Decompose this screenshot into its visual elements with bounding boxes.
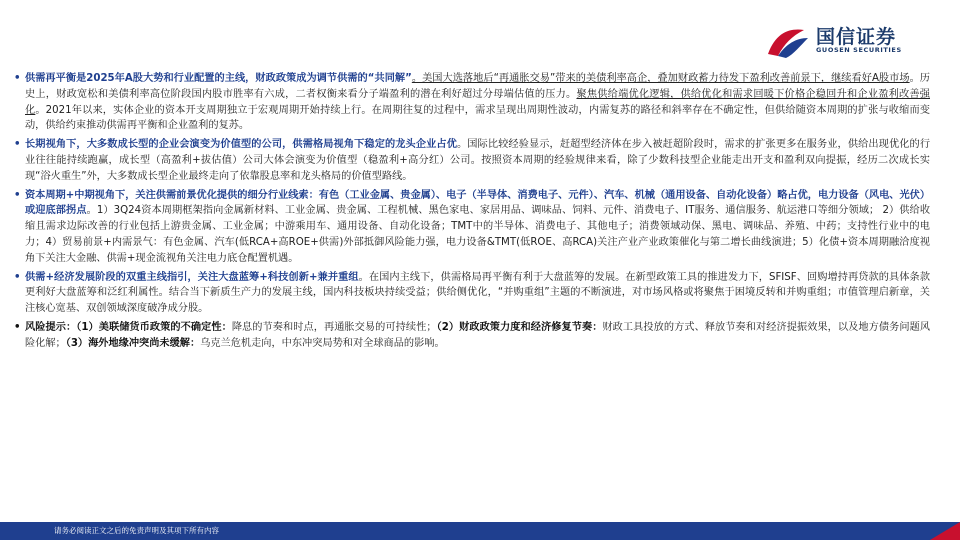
bullet-dual-mainline bbox=[14, 270, 930, 317]
main-content bbox=[14, 71, 930, 355]
bullet-underlined-text: 聚焦供给端优化逻辑，供给优化和需求回暖下价格企稳回升和企业盈利改善强化 bbox=[25, 88, 930, 116]
brand-name-en: GUOSEN SECURITIES bbox=[816, 46, 902, 54]
risk-item-label: （1）美联储货币政策的不确定性： bbox=[76, 321, 232, 333]
bullet-dot: • bbox=[14, 271, 21, 283]
bullet-dot: • bbox=[14, 73, 21, 84]
brand-logo bbox=[764, 18, 914, 62]
bullet-text: 。1）3Q24资本周期框架指向金属新材料、工业金属、贵金属、工程机械、黑色家电、家居用品、调味品、饲料、元件、消费电子、IT服务、通信服务、航运港口等细分领域； 2）供给收缩且需求边际改善的行业包括上游贵金属、工业金属；中游乘用车、通用设备、自动化设备；TMT中的半导体、消费电子、其他电子；消费领域动保、黑电、调味品、养殖、中药；支持性行业中的电力；4）贸易前景+内需景气：有色金属、汽车(低RCA+高ROE+供需)外部抵御风险能力强，电力设备&TMT(低ROE、高RCA)关注产业产业政策催化与第二增长曲线演进；5）化债+资本周期融洽度视角下关注大金融、供需+现金流视角关注电力底仓配置机遇。 bbox=[25, 205, 931, 264]
bullet-text: 。在国内主线下，供需格局再平衡有利于大盘蓝筹的发展。在新型政策工具的推进发力下，SFISF、回购增持再贷款的具体条款更利好大盘蓝筹和泛红利属性。结合当下新质生产力的发展主线，国内科技板块持续受益；供给侧优化，“并购重组”主题的不断演进，对市场风格或将聚焦于困境反转和并购重组；市值管理启新章，关注核心宽基、双创领域深度破净成分股。 bbox=[25, 271, 931, 315]
risk-item-text: 降息的节奏和时点，再通胀交易的可持续性； bbox=[231, 321, 437, 333]
bullet-text: 。国际比较经验显示，赶超型经济体在步入被赶超阶段时，需求的扩张更多在服务业，供给出现优化的行业往往能持续跑赢，成长型（高盈利+拔估值）公司大体会演变为价值型（稳盈利+高分红）公司。按照资本周期的经验规律来看，除了少数科技型企业能走出开支和盈利双向提振，经历二次成长实现“浴火重生”外，大多数成长型企业最终走向了依靠股息率和龙头格局的价值型路线。 bbox=[25, 139, 931, 182]
bullet-long-term bbox=[14, 137, 930, 184]
risk-label: 风险提示： bbox=[25, 321, 77, 333]
bullet-highlight: 供需再平衡是2025年A股大势和行业配置的主线，财政政策成为调节供需的“共同解” bbox=[25, 73, 412, 84]
bullet-risk-warning bbox=[14, 320, 930, 352]
risk-item-text: 乌克兰危机走向，中东冲突局势和对全球商品的影响。 bbox=[200, 337, 445, 349]
bullet-highlight: 资本周期+中期视角下，关注供需前景优化提供的细分行业线索：有色（工业金属、贵金属）、电子（半导体、消费电子、元件）、汽车、机械（通用设备、自动化设备）略占优，电力设备（风电、光伏）或迎底部拐点 bbox=[25, 189, 931, 217]
bullet-capital-cycle bbox=[14, 188, 930, 267]
bullet-supply-demand bbox=[14, 71, 930, 134]
bullet-text: 。2021年以来，实体企业的资本开支周期独立于宏观周期开始持续上行。在周期往复的过程中，需求呈现出周期性波动，内需复苏的路径和斜率存在不确定性，但供给随资本周期的扩张与收缩而变动，供给约束推动供需再平衡和企业盈利的复苏。 bbox=[25, 104, 930, 132]
risk-item-label: （3）海外地缘冲突尚未缓解： bbox=[65, 337, 201, 349]
bullet-highlight: 供需+经济发展阶段的双重主线指引，关注大盘蓝筹+科技创新+兼并重组 bbox=[25, 271, 359, 283]
guosen-logo-icon bbox=[764, 24, 810, 60]
bullet-underlined-text: 。美国大选落地后“再通胀交易”带来的美债利率高企，叠加财政蓄力待发下盈利改善前景下，继续看好A股市场 bbox=[411, 73, 910, 84]
footer-disclaimer: 请务必阅读正文之后的免责声明及其项下所有内容 bbox=[54, 526, 219, 535]
bullet-highlight: 长期视角下，大多数成长型的企业会演变为价值型的公司，供需格局视角下稳定的龙头企业占优 bbox=[25, 139, 457, 151]
footer-red-accent bbox=[930, 522, 960, 540]
bullet-text: 。历史上，财政宽松和美债利率高位阶段国内股市胜率有六成，二者权衡来看分子端盈利的潜在利好超过分母端估值的压力。 bbox=[25, 73, 930, 100]
bullet-dot: • bbox=[14, 189, 21, 201]
risk-item-label: （2）财政政策力度和经济修复节奏： bbox=[436, 321, 603, 333]
risk-item-text: 财政工具投放的方式、释放节奏和对经济提振效果，以及地方债务问题风险化解； bbox=[25, 321, 931, 349]
brand-name-cn: 国信证券 bbox=[816, 26, 897, 48]
footer-bar bbox=[0, 522, 960, 540]
bullet-dot: • bbox=[14, 321, 21, 333]
bullet-dot: • bbox=[14, 139, 21, 151]
